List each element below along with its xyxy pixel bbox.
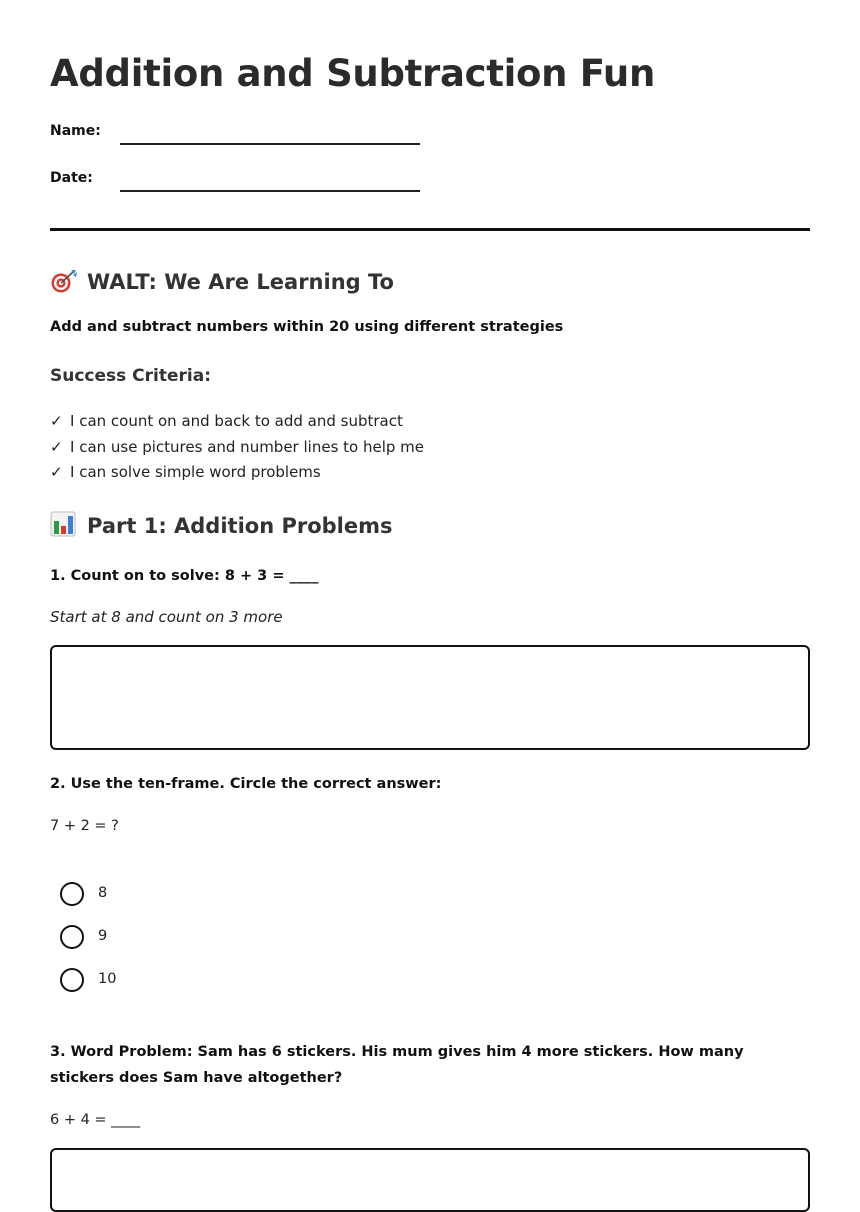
walt-goal: Add and subtract numbers within 20 using different strategies [50,319,564,335]
criteria-item: ✓ I can use pictures and number lines to help me [50,435,424,461]
criteria-item: ✓ I can solve simple word problems [50,460,424,486]
part1-heading [50,511,393,540]
radio-circle[interactable] [60,968,84,992]
name-field[interactable] [120,143,420,145]
answer-option-label: 8 [98,885,108,901]
date-field-row [50,168,470,192]
radio-circle[interactable] [60,925,84,949]
radio-circle[interactable] [60,882,84,906]
check-icon: ✓ [50,412,63,430]
question-1-hint: Start at 8 and count on 3 more [50,608,283,626]
answer-option-label: 10 [98,971,117,987]
question-3-prompt: 3. Word Problem: Sam has 6 stickers. His mum gives him 4 more stickers. How many stickers does Sam have altogether? [50,1044,744,1086]
walt-heading-text: WALT: We Are Learning To [87,270,394,294]
target-icon [50,269,78,293]
question-1-prompt: 1. Count on to solve: 8 + 3 = ____ [50,568,319,584]
name-label: Name: [50,123,101,139]
page-title: Addition and Subtraction Fun [50,52,656,95]
part1-heading-text: Part 1: Addition Problems [87,514,393,538]
success-criteria-heading: Success Criteria: [50,366,212,386]
criteria-item: ✓ I can count on and back to add and subtract [50,409,424,435]
check-icon: ✓ [50,463,63,481]
question-2-prompt: 2. Use the ten-frame. Circle the correct answer: [50,776,442,792]
question-3-answer-box[interactable] [50,1148,810,1212]
question-3-equation: 6 + 4 = ____ [50,1112,141,1128]
question-1-answer-box[interactable] [50,645,810,750]
header-divider [50,228,810,231]
check-icon: ✓ [50,437,63,456]
question-2-equation: 7 + 2 = ? [50,818,119,834]
bar-chart-icon [50,511,78,535]
answer-option-label: 9 [98,928,108,944]
walt-heading [50,268,394,296]
date-label: Date: [50,170,93,186]
name-field-row [50,121,470,145]
success-criteria-list [50,409,424,486]
date-field[interactable] [120,190,420,192]
